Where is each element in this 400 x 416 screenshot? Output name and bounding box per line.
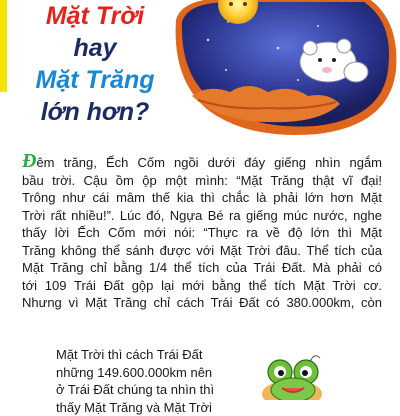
story-line: Trời rất nhiều!”. Lúc đó, Ngựa Bé ra giếng múc nước, nghe [22, 207, 382, 225]
title-line-sun: Mặt Trời [20, 0, 170, 32]
story-line: Trăng không thể sánh được với Mặt Trời đâu. Thể tích của [22, 242, 382, 260]
story-line: bầu trời. Cậu ồm ộp một mình: “Mặt Trăng thật vĩ đại! [22, 172, 382, 190]
story-line: những 149.600.000km nên [56, 364, 206, 382]
story-line: thấy lời Ếch Cốm mới nói: “Thực ra về độ lớn thì Mặt [22, 224, 382, 242]
story-line: tới 109 Trái Đất gộp lại mới bằng thể tích Mặt Trời cơ. [22, 277, 382, 295]
story-line-1: Đêm trăng, Ếch Cốm ngồi dưới đáy giếng nhìn ngắm [22, 153, 382, 172]
story-line: Trông như cái mâm thế kia thì chắc là phải lớn hơn Mặt [22, 189, 382, 207]
story-tail [56, 346, 206, 416]
story-line: ở Trái Đất chúng ta nhìn thì [56, 381, 206, 399]
title-line-bigger: lớn hơn? [20, 96, 170, 128]
yellow-side-strip [0, 0, 7, 92]
title-line-or: hay [20, 32, 170, 64]
story-line: thấy Mặt Trăng và Mặt Trời [56, 399, 206, 416]
frog-illustration [210, 342, 400, 400]
story-line: Nhưng vì Mặt Trăng chỉ cách Trái Đất có 380.000km, còn [22, 294, 382, 312]
title-line-moon: Mặt Trăng [20, 64, 170, 96]
story-body [22, 153, 382, 312]
drop-cap: Đ [22, 150, 36, 172]
story-line: Mặt Trời thì cách Trái Đất [56, 346, 206, 364]
moon-and-cloud-illustration [168, 0, 400, 138]
article-title [20, 0, 170, 128]
story-line: Mặt Trăng chỉ bằng 1/4 thể tích của Trái Đất. Mà phải có [22, 259, 382, 277]
